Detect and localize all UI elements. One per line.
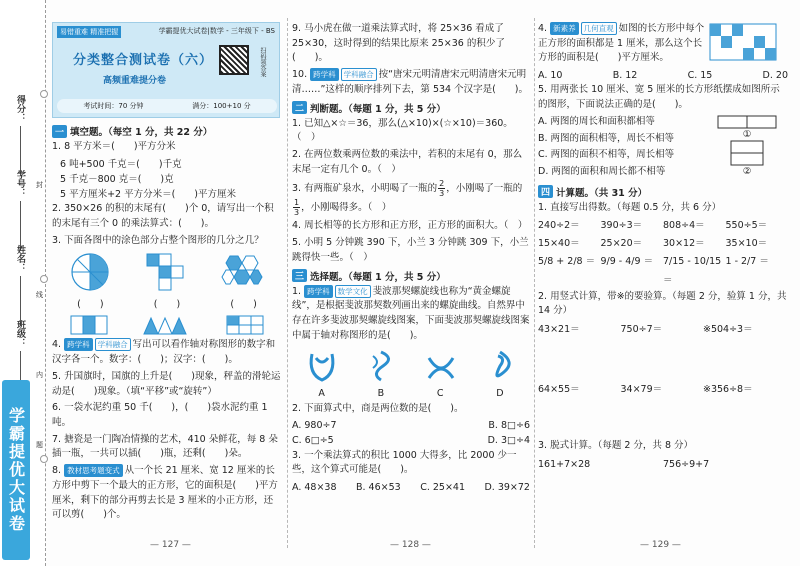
question-8: 8. 教材思考题变式 从一个长 21 厘米、宽 12 厘米的长方形中剪下一个最大的正方形，它的面积是( )平方厘米，剩下的部分再剪去长是 3 厘米的小正方形，还可以剪( )个。: [52, 465, 278, 521]
question-10: 10. 跨学科 学科融合 按“唐宋元明清唐宋元明清唐宋元明清……”这样的顺序排列下去，第 534 个汉字是( )。: [292, 69, 529, 95]
figure-label: ①: [742, 128, 752, 140]
option-b[interactable]: B. 两图的面积相等，周长不相等: [538, 132, 675, 144]
student-id-field[interactable]: 学号：: [14, 170, 27, 251]
question-1b: 6 吨+500 千克＝( )千克: [60, 158, 182, 170]
answer-blank[interactable]: ( ): [77, 299, 104, 311]
calc-3: 3. 脱式计算。（每题 2 分，共 8 分）: [538, 440, 694, 451]
question-5: 5. 升国旗时，国旗的上升是( )现象，秤盖的滑轮运动是( )现象。（填“平移”或“旋转”）: [52, 370, 281, 397]
fraction-figures: [52, 252, 282, 292]
option-c[interactable]: C. 25×41: [420, 482, 465, 494]
calc-row: 240÷2＝ 390÷3＝ 808÷4＝ 550÷5＝: [538, 220, 768, 232]
spiral-b-icon: [363, 348, 399, 384]
choice-5: 5. 用两张长 10 厘米、宽 5 厘米的长方形纸摆成如图所示的图形，下面说法正确的是( )。: [538, 84, 780, 111]
option-c[interactable]: C. 15: [687, 70, 713, 82]
judge-3: 3. 有两瓶矿泉水，小明喝了一瓶的 $\frac{2}{3}$ ，小刚喝了一瓶的 $\frac{1}{3}$ ，小刚喝得多。（ ）: [292, 179, 523, 218]
question-1d: 5 平方厘米+2 平方分米＝( )平方厘米: [60, 189, 237, 201]
choice-3: 3. 一个乘法算式的积比 1000 大得多，比 2000 少一些，这个算式可能是( )。: [292, 449, 517, 476]
choice-5-block: [538, 115, 788, 182]
qr-label: 扫码领答案: [259, 47, 266, 77]
fraction-answers: [52, 296, 282, 310]
choice-4-block: [538, 22, 788, 68]
series-label: 学霸提优大试卷|数学 - 三年级下 - BS: [158, 27, 275, 35]
triangles-figure: [142, 314, 192, 336]
option-a[interactable]: A. 10: [538, 70, 563, 82]
question-3: 3. 下面各图中的涂色部分占整个图形的几分之几？: [52, 234, 264, 246]
option-c[interactable]: C. 两图的面积不相等，周长相等: [538, 149, 675, 161]
column-divider: [287, 18, 288, 548]
grid-figure: [225, 314, 265, 336]
header-badge: 易错重难 精准把握: [57, 26, 121, 38]
option-c[interactable]: C. 6□÷5: [292, 435, 334, 447]
test-subtitle: 高频重难提分卷: [103, 76, 167, 86]
option-a[interactable]: A: [318, 387, 325, 399]
page-number: — 129 —: [640, 540, 681, 550]
option-a[interactable]: A. 48×38: [292, 482, 337, 494]
brand-logo: 学霸提优大试卷: [2, 380, 30, 560]
fraction: $\frac{2}{3}$: [439, 179, 445, 199]
column-2: [292, 22, 530, 495]
choice-2-options: [292, 418, 530, 433]
column-3: [538, 22, 788, 474]
qr-code[interactable]: [219, 45, 249, 75]
circle-figure: [70, 252, 110, 292]
question-7: 7. 搪瓷是一门陶冶情操的艺术，410 朵鲜花，每 8 朵插一瓶，一共可以插( )瓶，还剩( )朵。: [52, 433, 278, 460]
choice-2-options: [292, 433, 530, 448]
option-d[interactable]: D. 3□÷4: [487, 435, 530, 447]
hexagon-figure: [220, 252, 264, 292]
option-d[interactable]: D. 39×72: [484, 482, 530, 494]
calc-row: 15×40＝ 25×20＝ 30×12＝ 35×10＝: [538, 238, 768, 250]
calc-row: 5/8 + 2/8 ＝ 9/9 - 4/9 ＝ 7/15 - 10/15 ＝ 1 - 2/7 ＝: [538, 256, 769, 286]
option-d[interactable]: D. 20: [762, 70, 788, 82]
column-divider: [534, 18, 535, 548]
judge-1: 1. 已知△×☆＝36，那么(△×10)×(☆×10)＝360。（ ）: [292, 117, 513, 144]
option-b[interactable]: B. 12: [612, 70, 638, 82]
rect-figures: [717, 115, 777, 182]
binding-margin: [0, 0, 46, 566]
judge-5: 5. 小明 5 分钟跳 390 下，小兰 3 分钟跳 309 下，小兰跳得快一些。（ ）: [292, 237, 529, 263]
judge-4: 4. 周长相等的长方形和正方形，正方形的面积大。（ ）: [292, 220, 528, 232]
figure-label: ②: [742, 165, 752, 177]
choice-1: 1. 跨学科 数学文化 斐波那契螺旋线也称为“黄金螺旋线”，是根据斐波那契数列画出来的螺旋曲线。自然界中存在许多斐波那契螺旋线图案，下面斐波那契螺旋线图案中属于轴对称图形的是( )。: [292, 285, 530, 341]
option-b[interactable]: B. 46×53: [356, 482, 401, 494]
option-d[interactable]: D. 两图的面积和周长都不相等: [538, 165, 666, 177]
name-field[interactable]: 姓名：: [14, 245, 27, 326]
cut-label: 封: [36, 181, 43, 189]
figure-1: [717, 115, 777, 129]
judge-2: 2. 在两位数乘两位数的乘法中，若积的末尾有 0，那么末尾一定有几个 0。（ ）: [292, 149, 523, 175]
binding-hole: [40, 90, 48, 98]
spiral-a-icon: [304, 348, 340, 384]
binding-hole: [40, 275, 48, 283]
option-c[interactable]: C: [436, 387, 444, 399]
question-2: 2. 350×26 的积的末尾有( )个 0，请写出一个积的末尾有三个 0 的乘法算式：( )。: [52, 203, 274, 229]
choice-4: 4. 新素养 几何直观 如图的长方形中每个正方形的面积都是 1 厘米，那么这个长方形的面积是( )平方厘米。: [538, 23, 705, 64]
spiral-c-icon: [423, 348, 459, 384]
section-heading: 四 计算题。（共 31 分）: [538, 185, 788, 199]
choice-2: 2. 下面算式中，商是两位数的是( )。: [292, 402, 464, 414]
question-9: 9. 马小虎在做一道乘法算式时，将 25×36 看成了 25×30，这时得到的结果比原来 25×36 的积少了( )。: [292, 23, 505, 64]
test-title: 分类整合测试卷（六）: [73, 53, 214, 68]
star-figures: [52, 314, 282, 336]
time-info: 考试时间：70 分钟: [83, 102, 144, 110]
option-a[interactable]: A. 980÷7: [292, 420, 337, 432]
grid-rectangle-figure: [708, 22, 778, 62]
spiral-figures: [292, 348, 530, 384]
section-heading: 一 填空题。（每空 1 分，共 22 分）: [52, 124, 282, 138]
question-1c: 5 千克－800 克＝( )克: [60, 173, 174, 185]
answer-blank[interactable]: ( ): [153, 299, 181, 311]
binding-hole: [40, 455, 48, 463]
cut-label: 题: [36, 441, 43, 449]
tile-figure: [69, 314, 109, 336]
section-heading: 三 选择题。（每题 1 分，共 5 分）: [292, 269, 530, 283]
question-1: 1. 8 平方米＝( )平方分米: [52, 141, 176, 152]
option-d[interactable]: D: [496, 387, 504, 399]
option-a[interactable]: A. 两图的周长和面积都相等: [538, 115, 655, 127]
calc-row: 64×55＝ 34×79＝ ※356÷8＝: [538, 384, 753, 395]
figure-2: [730, 140, 764, 166]
choice-3-options: [292, 480, 530, 495]
question-4: 4. 跨学科 学科融合 写出可以看作轴对称图形的数字和汉字各一个。数字：( )；汉字：( )。: [52, 339, 276, 366]
answer-blank[interactable]: ( ): [230, 299, 257, 311]
score-info: 满分：100+10 分: [192, 102, 251, 110]
cut-label: 内: [36, 371, 43, 379]
column-1: [52, 121, 282, 525]
squares-figure: [145, 252, 185, 292]
choice-letters: [292, 388, 530, 399]
question-6: 6. 一袋水泥约重 50 千( )，( )袋水泥约重 1 吨。: [52, 402, 268, 429]
calc-2: 2. 用竖式计算，带※的要验算。（每题 2 分，验算 1 分，共 14 分）: [538, 290, 787, 317]
page-number: — 128 —: [390, 540, 431, 550]
calc-1: 1. 直接写出得数。（每题 0.5 分，共 6 分）: [538, 201, 722, 213]
score-field[interactable]: 得分：: [14, 95, 27, 176]
test-header: [52, 22, 280, 118]
cut-label: 线: [36, 291, 43, 299]
page-number: — 127 —: [150, 540, 191, 550]
calc-row: 43×21＝ 750÷7＝ ※504÷3＝: [538, 324, 753, 335]
class-field[interactable]: 班级：: [14, 320, 27, 401]
choice-4-options: [538, 68, 788, 83]
fraction: $\frac{1}{3}$: [294, 198, 300, 218]
calc-row: 161+7×28 756÷9+7: [538, 458, 710, 470]
option-b[interactable]: B: [377, 387, 385, 399]
spiral-d-icon: [482, 348, 518, 384]
section-heading: 二 判断题。（每题 1 分，共 5 分）: [292, 101, 530, 115]
option-b[interactable]: B. 8□÷6: [488, 420, 530, 432]
